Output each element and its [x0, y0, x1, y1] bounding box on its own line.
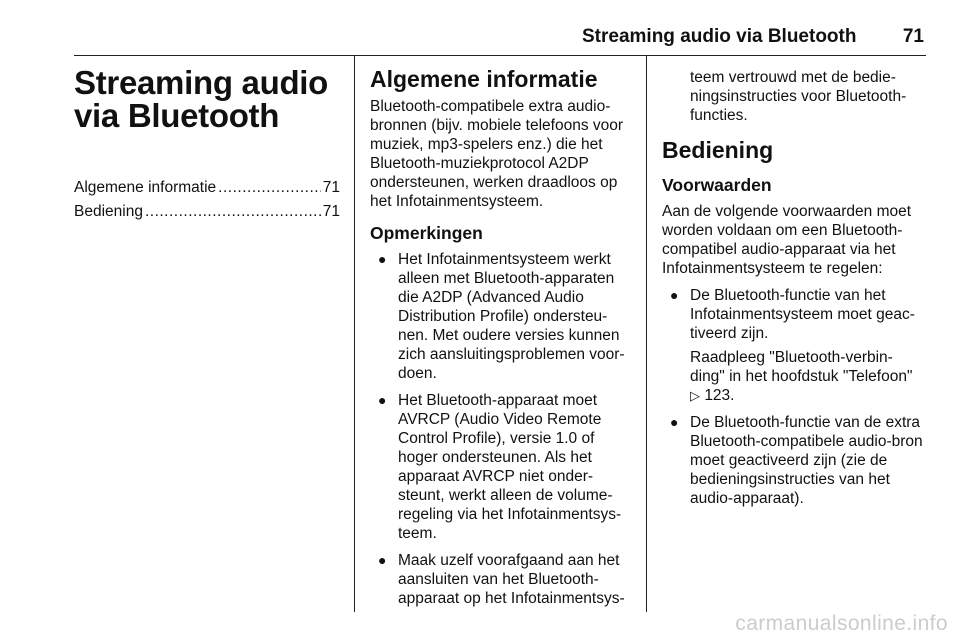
toc-label: Bediening — [74, 203, 143, 220]
condition-text: De Bluetooth-functie van het Infotainmentsysteem moet geac-tiveerd zijn. — [690, 287, 915, 342]
general-heading: Algemene informatie — [370, 66, 598, 92]
toc-page: 71 — [322, 179, 340, 196]
conditions-intro: Aan de volgende voorwaarden moet worden voldaan om een Bluetooth-compatibel audio-apparaat via het Infotainmentsysteem te regelen: — [662, 203, 912, 277]
note-text: Het Bluetooth-apparaat moet AVRCP (Audio Video Remote Control Profile), versie 1.0 of hoger ondersteunen. Als het apparaat AVRCP niet onder-steunt, werkt alleen de volume-regeling via het Infotainmentsys-teem. — [398, 392, 622, 542]
bullet-icon: ● — [378, 552, 387, 568]
general-intro: Bluetooth-compatibele extra audio-bronnen (bijv. mobiele telefoons voor muziek, mp3-spelers enz.) die het Bluetooth-muziekprotocol A2DP ondersteunen, werken draadloos op het Infotainmentsysteem. — [370, 98, 624, 210]
toc-leader — [218, 178, 321, 197]
chapter-title: Streaming audio via Bluetooth — [74, 64, 329, 134]
header-rule — [74, 55, 926, 56]
toc-page: 71 — [322, 203, 340, 220]
notes-heading: Opmerkingen — [370, 223, 483, 243]
page-number: 71 — [902, 26, 924, 47]
reference-page-link[interactable]: 123. — [704, 387, 735, 404]
header-title: Streaming audio via Bluetooth — [582, 26, 857, 47]
note-text: Maak uzelf voorafgaand aan het aansluiten van het Bluetooth-apparaat op het Infotainmentsys- — [398, 552, 625, 607]
bullet-icon: ● — [378, 392, 387, 408]
bullet-icon: ● — [378, 251, 387, 267]
general-info-column — [370, 58, 636, 616]
condition-reference — [690, 348, 926, 405]
list-item — [370, 551, 636, 608]
watermark: carmanualsonline.info — [735, 612, 948, 635]
note-text: Het Infotainmentsysteem werkt alleen met Bluetooth-apparaten die A2DP (Advanced Audio Distribution Profile) ondersteu-nen. Met oudere versies kunnen zich aansluitingsproblemen voor-doen. — [398, 251, 625, 382]
reference-text: Raadpleeg "Bluetooth-verbin-ding" in het hoofdstuk "Telefoon" — [690, 349, 913, 385]
chapter-column — [74, 58, 340, 226]
toc-leader — [145, 202, 321, 221]
bullet-icon: ● — [670, 287, 679, 303]
page-header — [582, 26, 924, 48]
toc-entry-general[interactable] — [74, 178, 340, 197]
operation-column — [662, 58, 926, 516]
reference-arrow-icon: ▷ — [690, 388, 700, 403]
condition-text: De Bluetooth-functie van de extra Bluetooth-compatibele audio-bron moet geactiveerd zijn (zie de bedieningsinstructies van het audio-apparaat). — [690, 414, 923, 507]
bullet-icon: ● — [670, 414, 679, 430]
conditions-heading: Voorwaarden — [662, 175, 772, 195]
note-continued: teem vertrouwd met de bedie-ningsinstructies voor Bluetooth-functies. — [690, 69, 907, 124]
operation-heading: Bediening — [662, 137, 774, 163]
list-item — [662, 413, 926, 508]
toc-entry-operation[interactable] — [74, 202, 340, 221]
list-item — [662, 286, 926, 405]
list-item — [370, 391, 636, 543]
conditions-list — [662, 286, 926, 508]
column-divider-1 — [354, 56, 355, 612]
notes-list — [370, 250, 636, 608]
toc-label: Algemene informatie — [74, 179, 217, 196]
list-item — [370, 250, 636, 383]
column-divider-2 — [646, 56, 647, 612]
